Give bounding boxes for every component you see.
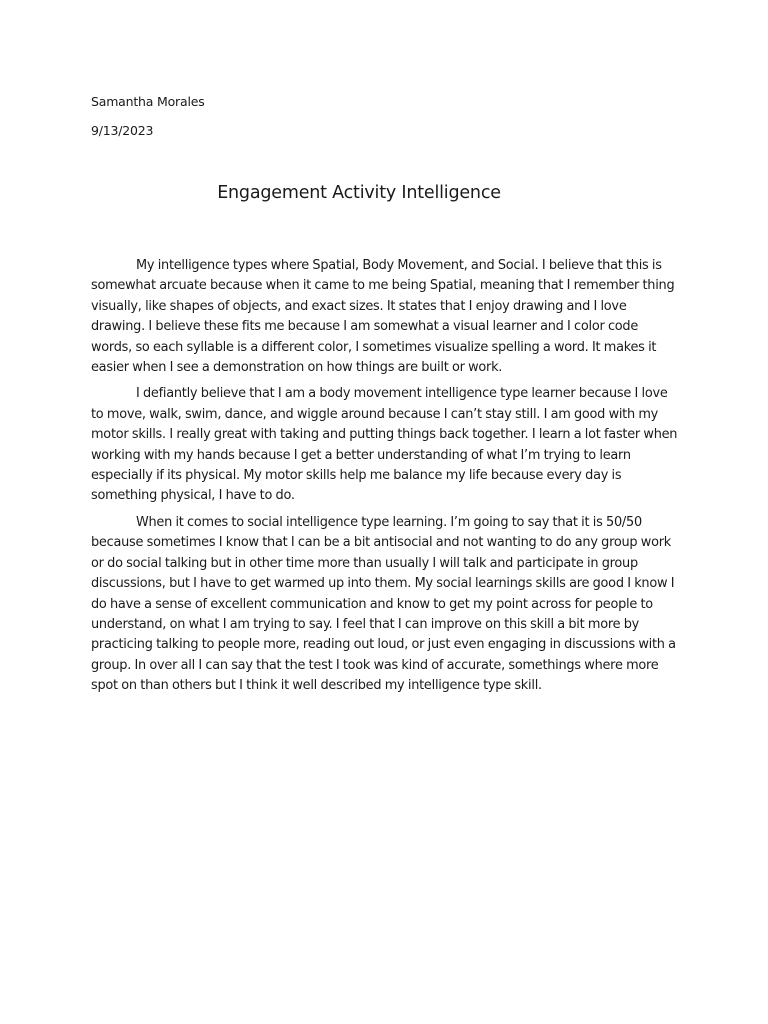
document-title: Engagement Activity Intelligence [217, 183, 501, 203]
author-name: Samantha Morales [91, 94, 205, 109]
paragraph-spatial: My intelligence types where Spatial, Body Movement, and Social. I believe that this is somewhat arcuate because when it came to me being Spatial, meaning that I remember thing visually, like shapes of objects, and exact sizes. It states that I enjoy drawing and I love drawing. I believe these fits me because I am somewhat a visual learner and I color code words, so each syllable is a different color, I sometimes visualize spelling a word. It makes it easier when I see a demonstration on how things are built or work. [91, 258, 675, 376]
paragraph-social: When it comes to social intelligence type learning. I’m going to say that it is 50/50 because sometimes I know that I can be a bit antisocial and not wanting to do any group work or do social talking but in other time more than usually I will talk and participate in group discussions, but I have to get warmed up into them. My social learnings skills are good I know I do have a sense of excellent communication and know to get my point across for people to understand, on what I am trying to say. I feel that I can improve on this skill a bit more by practicing talking to people more, reading out loud, or just even engaging in discussions with a group. In over all I can say that the test I took was kind of accurate, somethings where more spot on than others but I think it well described my intelligence type skill. [91, 514, 676, 694]
document-date: 9/13/2023 [91, 123, 154, 138]
paragraph-body-movement: I defiantly believe that I am a body movement intelligence type learner because I love to move, walk, swim, dance, and wiggle around because I can’t stay still. I am good with my motor skills. I really great with taking and putting things back together. I learn a lot faster when working with my hands because I get a better understanding of what I’m trying to learn especially if its physical. My motor skills help me balance my life because every day is something physical, I have to do. [91, 386, 678, 504]
document-body [91, 256, 679, 703]
